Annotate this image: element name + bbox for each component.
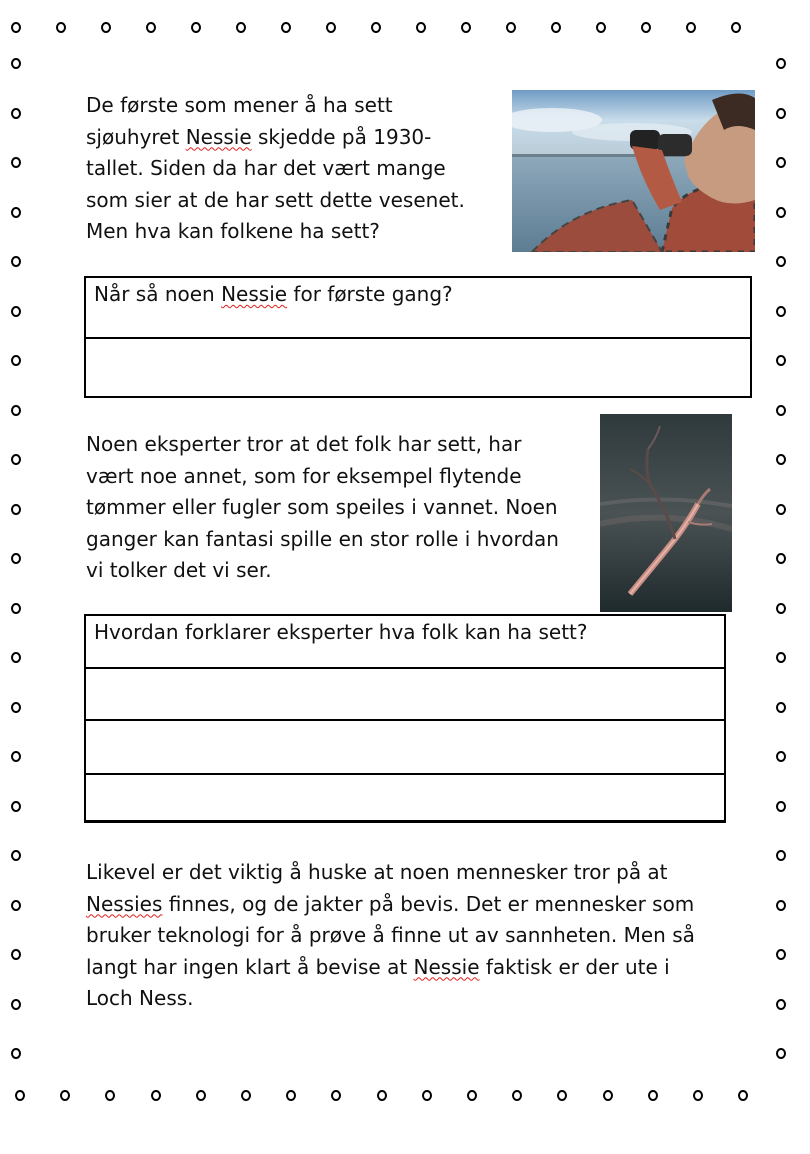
text-line: [86, 952, 695, 984]
border-dot: [738, 1090, 748, 1101]
border-dot: [15, 1090, 25, 1101]
answer-line[interactable]: [86, 721, 724, 775]
border-dot: [281, 22, 291, 33]
text-segment: Nessie: [413, 954, 480, 979]
answer-line[interactable]: [86, 775, 724, 822]
border-dot: [11, 355, 21, 366]
border-dot: [776, 949, 786, 960]
explanation-paragraph: [86, 429, 559, 587]
border-dot: [693, 1090, 703, 1101]
border-dot: [648, 1090, 658, 1101]
text-line: [86, 429, 559, 461]
border-dot: [371, 22, 381, 33]
border-dot: [11, 58, 21, 69]
border-dot: [11, 207, 21, 218]
border-dot: [686, 22, 696, 33]
question-2-text: Hvordan forklarer eksperter hva folk kan ha sett?: [94, 620, 588, 644]
border-dot: [731, 22, 741, 33]
border-dot: [776, 306, 786, 317]
intro-paragraph: [86, 90, 465, 248]
text-segment: bruker teknologi for å prøve å finne ut av sannheten. Men så: [86, 923, 695, 947]
border-dot: [196, 1090, 206, 1101]
border-dot: [776, 355, 786, 366]
border-dot: [776, 652, 786, 663]
border-dot: [776, 256, 786, 267]
text-segment: Noen eksperter tror at det folk har sett, har: [86, 432, 522, 456]
text-segment: langt har ingen klart å bevise at: [86, 954, 414, 979]
border-dot: [11, 702, 21, 713]
border-dot: [11, 306, 21, 317]
border-dot: [11, 801, 21, 812]
border-dot: [467, 1090, 477, 1101]
question-row: [86, 278, 750, 339]
border-dot: [416, 22, 426, 33]
text-segment: skjedde på 1930-: [251, 124, 432, 149]
border-dot: [776, 58, 786, 69]
text-segment: Men hva kan folkene ha sett?: [86, 219, 380, 243]
border-dot: [326, 22, 336, 33]
border-dot: [512, 1090, 522, 1101]
question-box-1: [84, 276, 752, 398]
border-dot: [776, 603, 786, 614]
text-segment: ganger kan fantasi spille en stor rolle i hvordan: [86, 526, 559, 551]
answer-line[interactable]: [86, 339, 750, 396]
border-dot: [776, 405, 786, 416]
text-line: [86, 857, 695, 889]
text-line: [86, 461, 559, 493]
text-segment: tømmer eller fugler som speiles i vannet. Noen: [86, 495, 558, 519]
border-dot: [11, 900, 21, 911]
border-dot: [191, 22, 201, 33]
border-dot: [422, 1090, 432, 1101]
border-dot: [11, 1048, 21, 1059]
text-line: [86, 920, 695, 952]
text-segment: De første som mener å ha sett: [86, 93, 393, 117]
border-dot: [776, 207, 786, 218]
border-dot: [776, 801, 786, 812]
closing-paragraph: [86, 857, 695, 1015]
text-segment: sjøuhyret: [86, 124, 186, 149]
border-dot: [60, 1090, 70, 1101]
border-dot: [331, 1090, 341, 1101]
border-dot: [776, 999, 786, 1010]
border-dot: [506, 22, 516, 33]
text-line: [86, 216, 465, 248]
border-dot: [461, 22, 471, 33]
text-segment: Nessie: [185, 124, 252, 149]
border-dot: [11, 850, 21, 861]
text-segment: Likevel er det viktig å huske at noen mennesker tror på at: [86, 860, 668, 884]
border-dot: [11, 22, 21, 33]
question-box-2: [84, 614, 726, 823]
text-segment: vi tolker det vi ser.: [86, 558, 272, 582]
text-line: [86, 889, 695, 921]
border-dot: [11, 405, 21, 416]
border-dot: [776, 850, 786, 861]
border-dot: [776, 108, 786, 119]
text-segment: vært noe annet, som for eksempel flytende: [86, 463, 522, 488]
border-dot: [11, 108, 21, 119]
text-segment: som sier at de har sett dette vesenet.: [86, 187, 465, 212]
text-line: [86, 524, 559, 556]
border-dot: [11, 504, 21, 515]
border-dot: [151, 1090, 161, 1101]
border-dot: [11, 157, 21, 168]
border-dot: [11, 603, 21, 614]
text-line: [86, 185, 465, 217]
border-dot: [241, 1090, 251, 1101]
text-segment: Nessies: [86, 891, 163, 916]
border-dot: [286, 1090, 296, 1101]
border-dot: [11, 553, 21, 564]
border-dot: [11, 999, 21, 1010]
border-dot: [557, 1090, 567, 1101]
text-line: [86, 983, 695, 1015]
border-dot: [776, 553, 786, 564]
text-line: [86, 153, 465, 185]
text-segment: faktisk er der ute i: [479, 954, 670, 979]
border-dot: [377, 1090, 387, 1101]
text-line: [86, 90, 465, 122]
border-dot: [11, 949, 21, 960]
border-dot: [146, 22, 156, 33]
border-dot: [596, 22, 606, 33]
border-dot: [776, 702, 786, 713]
border-dot: [236, 22, 246, 33]
question-row: [86, 616, 724, 669]
border-dot: [11, 454, 21, 465]
border-dot: [776, 751, 786, 762]
border-dot: [11, 652, 21, 663]
answer-line[interactable]: [86, 669, 724, 721]
text-segment: Loch Ness.: [86, 986, 194, 1010]
text-line: [86, 492, 559, 524]
border-dot: [776, 900, 786, 911]
driftwood-in-water-photo: [600, 414, 732, 612]
border-dot: [603, 1090, 613, 1101]
border-dot: [56, 22, 66, 33]
border-dot: [776, 454, 786, 465]
border-dot: [641, 22, 651, 33]
text-segment: tallet. Siden da har det vært mange: [86, 156, 446, 180]
border-dot: [101, 22, 111, 33]
man-with-binoculars-photo: [512, 90, 755, 252]
question-1-text: Når så noen Nessie for første gang?: [94, 282, 453, 306]
border-dot: [551, 22, 561, 33]
text-line: [86, 555, 559, 587]
border-dot: [776, 157, 786, 168]
border-dot: [11, 256, 21, 267]
border-dot: [11, 751, 21, 762]
border-dot: [105, 1090, 115, 1101]
text-line: [86, 122, 465, 154]
border-dot: [776, 504, 786, 515]
text-segment: finnes, og de jakter på bevis. Det er mennesker som: [162, 891, 695, 916]
border-dot: [776, 1048, 786, 1059]
